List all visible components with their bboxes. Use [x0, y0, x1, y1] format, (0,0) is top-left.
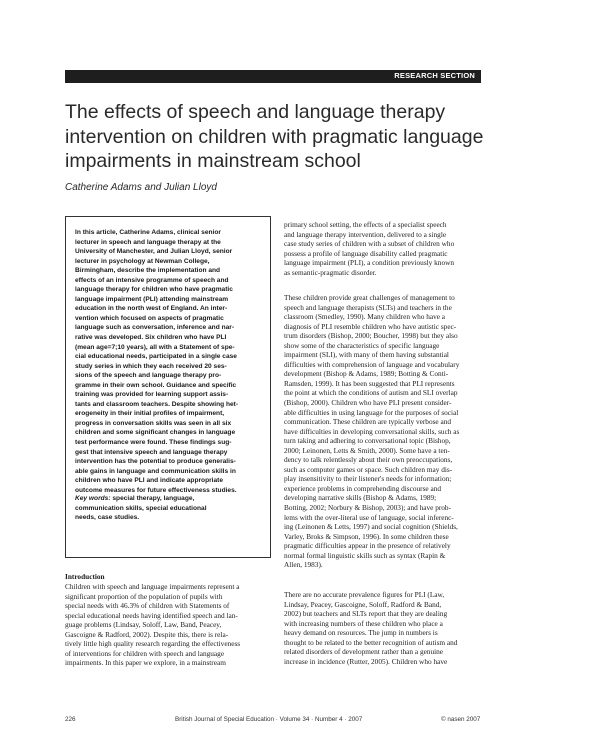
text-line: Gascoigne & Radford, 2002). Despite this, there is rela- [65, 629, 229, 639]
text-line: (mean age=7;10 years), all with a Statement of spe- [75, 343, 235, 351]
text-line: with increasing numbers of these children who place a [284, 618, 443, 628]
text-line: as semantic-pragmatic disorder. [284, 267, 377, 277]
text-line: erogeneity in their initial profiles of impairment, [75, 410, 225, 418]
text-line: pragmatic difficulties appear in the presence of relatively [284, 541, 451, 551]
text-line: difficulties with comprehension of language and vocabulary [284, 359, 460, 369]
text-line: and language therapy intervention, delivered to a single [284, 229, 447, 239]
introduction-heading: Introduction [65, 572, 105, 581]
text-line: Allen, 1983). [284, 560, 323, 570]
title-line: intervention on children with pragmatic language [65, 125, 484, 148]
text-line: cial educational needs, participated in a single case [75, 353, 237, 361]
text-line: gramme in their own school. Guidance and specific [75, 381, 237, 389]
text-line: ing (Leinonen & Letts, 1997) and social cognition (Shields, [284, 522, 458, 532]
text-line: Children with speech and language impairments represent a [65, 582, 240, 591]
right-paragraph-3 [284, 590, 496, 666]
introduction-text [65, 582, 277, 668]
text-line: normal formal linguistic skills such as syntax (Rapin & [284, 550, 446, 560]
text-line: possess a profile of language disability called pragmatic [284, 248, 448, 258]
text-line: Varley, Broks & Simpson, 1996). In some children these [284, 531, 449, 541]
text-line: gest that intensive speech and language therapy [75, 448, 228, 456]
text-line: progress in conversation skills was seen in all six [75, 419, 232, 427]
text-line: thought to be related to the better recognition of autism and [284, 637, 458, 647]
text-line: lems with the over-literal use of language, social inferenc- [284, 512, 454, 522]
text-line: rative was developed. Six children who have PLI [75, 334, 227, 342]
text-line: show some of the characteristics of specific language [284, 340, 440, 350]
text-line: There are no accurate prevalence figures for PLI (Law, [284, 590, 445, 599]
text-line: development (Bishop & Adams, 1989; Botting & Conti- [284, 369, 449, 379]
text-line: (Bishop, 2000). Children who have PLI present consider- [284, 398, 452, 408]
section-label: RESEARCH SECTION [394, 71, 475, 80]
right-paragraph-2 [284, 293, 496, 570]
text-line: children and some significant changes in language [75, 429, 236, 437]
text-line: primary school setting, the effects of a specialist speech [284, 220, 447, 229]
text-line: language impairment (PLI) attending mainstream [75, 295, 229, 303]
text-line: In this article, Catherine Adams, clinical senior [75, 229, 221, 236]
text-line: play insensitivity to their listener's needs for information; [284, 474, 452, 484]
title-line: The effects of speech and language therapy [65, 101, 446, 123]
text-line: impairments. In this paper we explore, in a mainstream [65, 658, 226, 668]
title-line: impairments in mainstream school [65, 150, 361, 172]
text-line: sions of the speech and language therapy pro- [75, 372, 222, 380]
right-paragraph-1 [284, 220, 496, 277]
text-line: able difficulties in using language for the purposes of social [284, 407, 459, 417]
text-line: increase in incidence (Rutter, 2005). Children who have [284, 656, 448, 666]
text-line: These children provide great challenges of management to [284, 293, 455, 302]
text-line: dency to talk relentlessly about their own preoccupations, [284, 455, 453, 465]
text-line: tively little high quality research regarding the effectiveness [65, 639, 241, 649]
keywords-line: communication skills, special educational [75, 504, 207, 512]
text-line: 2000; Leinonen, Letts & Smith, 2000). Some have a ten- [284, 445, 450, 455]
text-line: lecturer in psychology at Newman College, [75, 257, 210, 265]
text-line: intervention has the potential to produce generalis- [75, 458, 236, 466]
text-line: children who have PLI and indicate appropriate [75, 477, 224, 485]
text-line: diagnosis of PLI resemble children who have autistic spec- [284, 321, 457, 331]
text-line: effects of an intensive programme of speech and [75, 276, 229, 284]
text-line: language such as conversation, inference and nar- [75, 324, 235, 332]
text-line: such as computer games or space. Such children may dis- [284, 464, 453, 474]
text-line: the point at which the conditions of autism and SLI overlap [284, 388, 458, 398]
text-line: trum disorders (Bishop, 2000; Boucher, 1998) but they also [284, 331, 458, 341]
text-line: classroom (Smedley, 1990). Many children who have a [284, 312, 446, 322]
text-line: study series in which they each received 20 ses- [75, 362, 227, 370]
keywords-line: needs, case studies. [75, 514, 140, 522]
text-line: language impairment (PLI), a condition previously known [284, 258, 455, 268]
section-banner [65, 70, 481, 83]
text-line: case study series of children with a subset of children who [284, 239, 455, 249]
text-line: 2002) but teachers and SLTs report that they are dealing [284, 609, 448, 619]
text-line: test performance were found. These findings sug- [75, 439, 232, 447]
journal-citation: British Journal of Special Education · Volume 34 · Number 4 · 2007 [175, 716, 363, 723]
text-line: Botting, 2002; Norbury & Bishop, 2003); and have prob- [284, 503, 452, 513]
authors: Catherine Adams and Julian Lloyd [65, 182, 217, 193]
text-line: guage problems (Lindsay, Soloff, Law, Band, Peacey, [65, 620, 222, 630]
text-line: outcome measures for future effectiveness studies. [75, 486, 237, 494]
copyright: © nasen 2007 [441, 716, 481, 723]
text-line: developing narrative skills (Bishop & Adams, 1989; [284, 493, 437, 503]
text-line: training was provided for learning support assis- [75, 391, 229, 399]
text-line: University of Manchester, and Julian Lloyd, senior [75, 248, 233, 256]
text-line: special educational needs having identified speech and lan- [65, 610, 238, 620]
keywords-label: Key words: [75, 495, 111, 502]
text-line: experience problems in comprehending discourse and [284, 483, 442, 493]
keywords-line: special therapy, language, [110, 495, 195, 502]
text-line: speech and language therapists (SLTs) and teachers in the [284, 302, 452, 312]
text-line: vention which focused on aspects of pragmatic [75, 314, 224, 322]
text-line: Lindsay, Peacey, Gascoigne, Soloff, Radford & Band, [284, 599, 442, 609]
text-line: turn taking and adhering to conversational topic (Bishop, [284, 436, 451, 446]
text-line: Birmingham, describe the implementation and [75, 267, 221, 275]
text-line: able gains in language and communication skills in [75, 467, 236, 475]
text-line: have difficulties in developing conversational skills, such as [284, 426, 460, 436]
text-line: Ramsden, 1999). It has been suggested that PLI represents [284, 378, 455, 388]
text-line: lecturer in speech and language therapy at the [75, 238, 221, 246]
text-line: special needs with 46.3% of children with Statements of [65, 601, 230, 611]
text-line: of interventions for children with speech and language [65, 648, 225, 658]
abstract [75, 228, 265, 495]
text-line: education in the north west of England. An inter- [75, 305, 228, 313]
text-line: language therapy for children who have pragmatic [75, 286, 233, 294]
text-line: related disorders of development rather than a genuine [284, 647, 444, 657]
text-line: tants and classroom teachers. Despite showing het- [75, 400, 239, 408]
page-number: 226 [65, 716, 76, 723]
article-title [65, 100, 505, 174]
text-line: heavy demand on resources. The jump in numbers is [284, 628, 438, 638]
keywords [75, 494, 265, 523]
text-line: impairment (SLI), with many of them having substantial [284, 350, 449, 360]
text-line: communication. These children are typically verbose and [284, 417, 452, 427]
text-line: significant proportion of the population of pupils with [65, 591, 223, 601]
